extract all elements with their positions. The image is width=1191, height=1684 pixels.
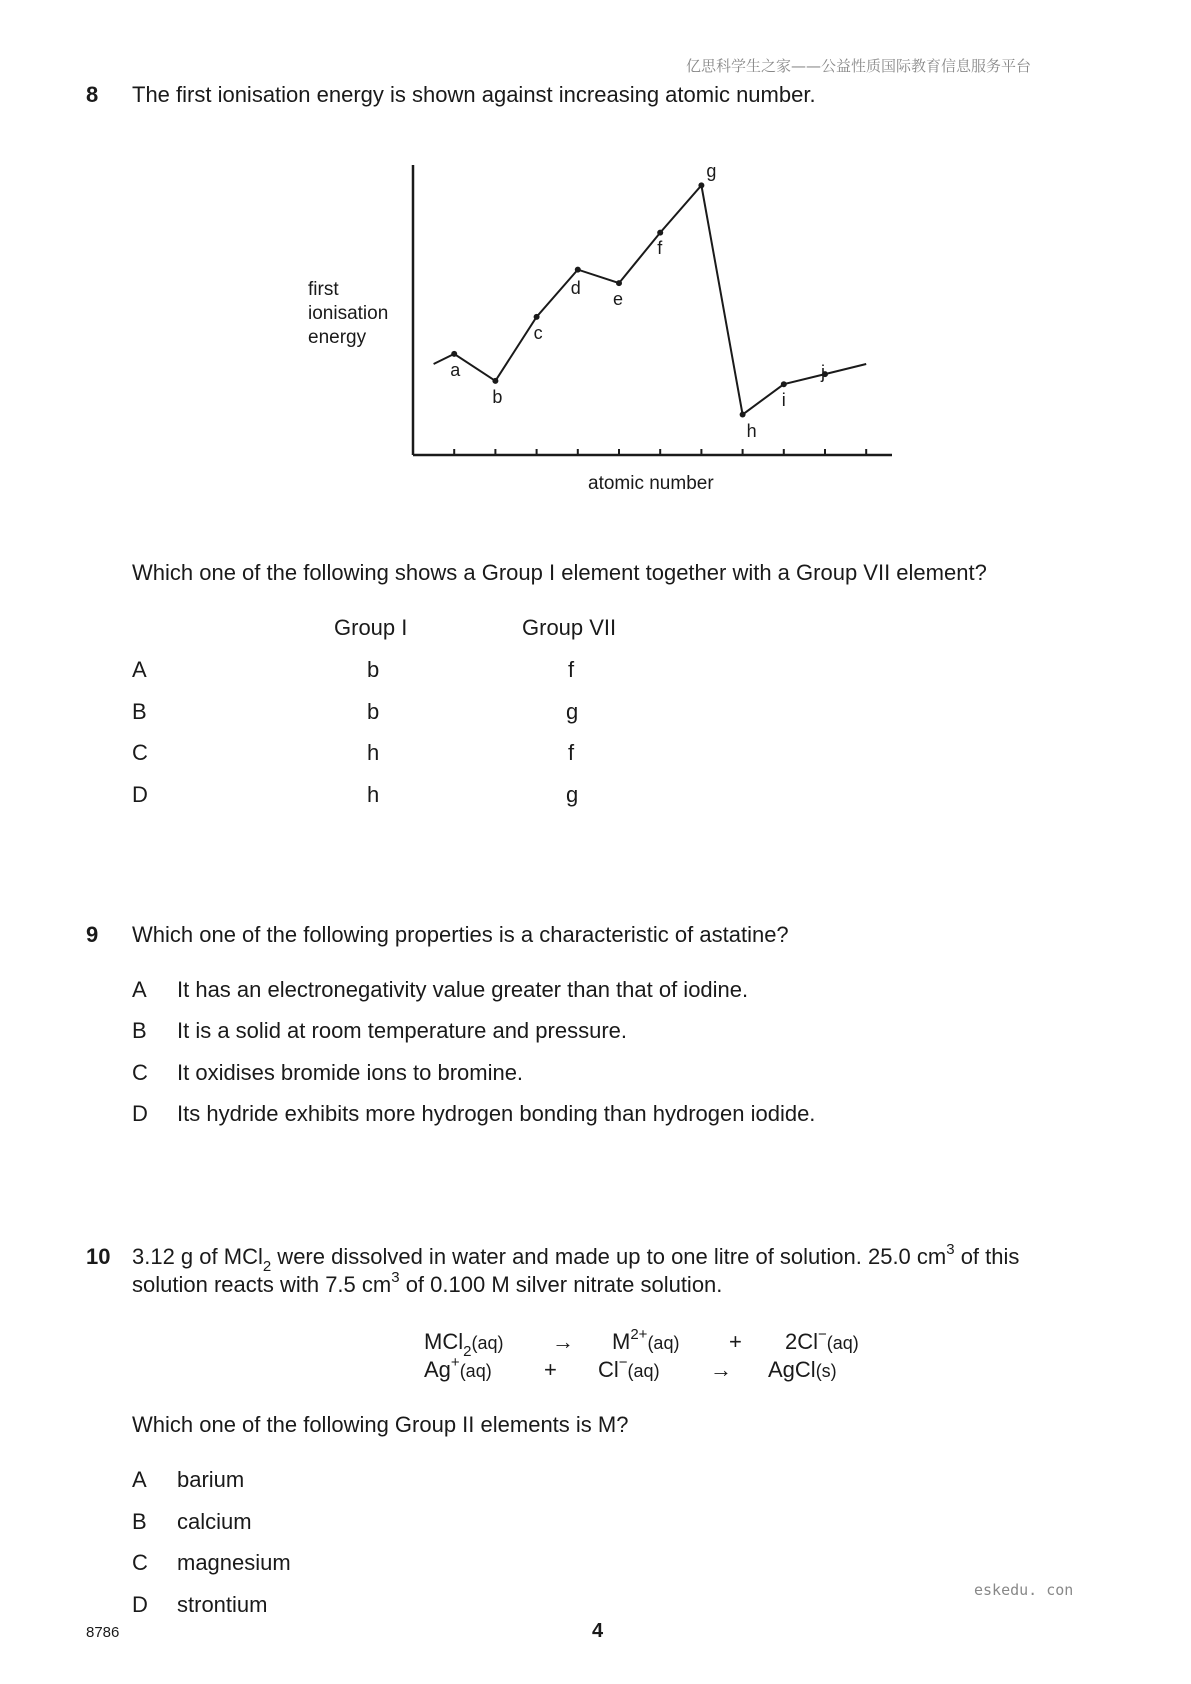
column-header-group-1: Group I — [334, 615, 408, 640]
watermark-top: 亿思科学生之家——公益性质国际教育信息服务平台 — [686, 57, 1032, 75]
q8-option-b-group1: b — [367, 699, 380, 724]
page-number: 4 — [592, 1620, 604, 1642]
ionisation-energy-chart — [0, 0, 1191, 520]
question-10-line-2: solution reacts with 7.5 $cm^3$ of 0.100 M silver nitrate solution. — [132, 1269, 723, 1297]
data-points — [451, 182, 828, 417]
q9-option-c-text: It oxidises bromide ions to bromine. — [177, 1060, 524, 1085]
chart-axes — [413, 165, 892, 455]
q10-option-d-letter[interactable]: D — [132, 1592, 148, 1617]
point-label-c: c — [533, 322, 543, 343]
point-label-j: j — [821, 362, 825, 383]
q10-option-d-text: strontium — [177, 1592, 268, 1617]
eq2-arrow: → — [710, 1357, 732, 1382]
data-point-b — [492, 378, 498, 384]
question-8-text: The first ionisation energy is shown against increasing atomic number. — [132, 82, 816, 107]
eq2-reactant-1: Ag+(aq) — [424, 1354, 492, 1382]
series-line — [434, 185, 867, 414]
data-point-c — [534, 314, 540, 320]
q8-option-c-letter[interactable]: C — [132, 740, 148, 765]
q9-option-b-letter[interactable]: B — [132, 1018, 147, 1043]
q8-option-a-group7: f — [568, 657, 575, 682]
data-point-d — [575, 267, 581, 273]
footer-code: 8786 — [86, 1624, 120, 1641]
q8-option-c-group1: h — [367, 740, 380, 765]
q9-option-d-text: Its hydride exhibits more hydrogen bonding than hydrogen iodide. — [177, 1101, 816, 1126]
y-axis-label-line-3: energy — [308, 327, 367, 348]
data-point-h — [740, 412, 746, 418]
question-10-prompt: Which one of the following Group II elements is M? — [132, 1412, 629, 1437]
question-10-line-1: 3.12 g of MCl$_2$ were dissolved in water and made up to one litre of solution. 25.0 $cm^3$ of this — [132, 1241, 1020, 1275]
point-label-i: i — [781, 390, 786, 411]
q9-option-a-letter[interactable]: A — [132, 977, 147, 1002]
eq2-plus: + — [544, 1357, 557, 1382]
point-label-e: e — [613, 289, 624, 310]
q10-option-c-text: magnesium — [177, 1550, 291, 1575]
point-label-f: f — [657, 237, 663, 258]
eq1-product-1: $M^{2+}(aq)$ — [612, 1326, 680, 1354]
point-label-d: d — [570, 277, 581, 298]
x-axis-label: atomic number — [588, 473, 714, 494]
q10-option-c-letter[interactable]: C — [132, 1550, 148, 1575]
q10-option-b-text: calcium — [177, 1509, 252, 1534]
question-9-number: 9 — [86, 922, 99, 947]
eq1-reactant: MCl$_2$(aq) — [424, 1329, 504, 1360]
data-point-e — [616, 280, 622, 286]
q8-option-d-group1: h — [367, 782, 380, 807]
q8-option-a-letter[interactable]: A — [132, 657, 147, 682]
question-9-text: Which one of the following properties is a characteristic of astatine? — [132, 922, 789, 947]
point-label-g: g — [706, 161, 717, 182]
data-point-f — [657, 230, 663, 236]
y-axis-label — [308, 278, 388, 350]
q9-option-a-text: It has an electronegativity value greater than that of iodine. — [177, 977, 749, 1002]
point-label-a: a — [450, 359, 461, 380]
data-point-g — [698, 182, 704, 188]
eq1-product-2: 2Cl−(aq) — [785, 1326, 859, 1354]
q8-option-c-group7: f — [568, 740, 575, 765]
q10-option-b-letter[interactable]: B — [132, 1509, 147, 1534]
column-header-group-7: Group VII — [522, 615, 617, 640]
question-8-number: 8 — [86, 82, 99, 107]
eq2-product: AgCl(s) — [768, 1357, 837, 1382]
q8-option-a-group1: b — [367, 657, 380, 682]
point-label-b: b — [492, 386, 503, 407]
point-label-h: h — [746, 420, 757, 441]
watermark-bottom: eskedu. con — [974, 1581, 1074, 1599]
q9-option-b-text: It is a solid at room temperature and pressure. — [177, 1018, 627, 1043]
question-8-prompt: Which one of the following shows a Group I element together with a Group VII element? — [132, 560, 987, 585]
y-axis-label-line-1: first — [308, 279, 339, 300]
q8-option-d-group7: g — [566, 782, 579, 807]
q10-option-a-text: barium — [177, 1467, 245, 1492]
q8-option-d-letter[interactable]: D — [132, 782, 148, 807]
question-10-number: 10 — [86, 1244, 111, 1269]
q10-option-a-letter[interactable]: A — [132, 1467, 147, 1492]
data-point-a — [451, 351, 457, 357]
q9-option-d-letter[interactable]: D — [132, 1101, 148, 1126]
eq1-arrow: → — [552, 1329, 574, 1354]
q8-option-b-group7: g — [566, 699, 579, 724]
q8-option-b-letter[interactable]: B — [132, 699, 147, 724]
y-axis-label-line-2: ionisation — [308, 303, 389, 324]
q9-option-c-letter[interactable]: C — [132, 1060, 148, 1085]
eq2-reactant-2: Cl−(aq) — [598, 1354, 660, 1382]
data-point-i — [781, 381, 787, 387]
eq1-plus: + — [729, 1329, 742, 1354]
